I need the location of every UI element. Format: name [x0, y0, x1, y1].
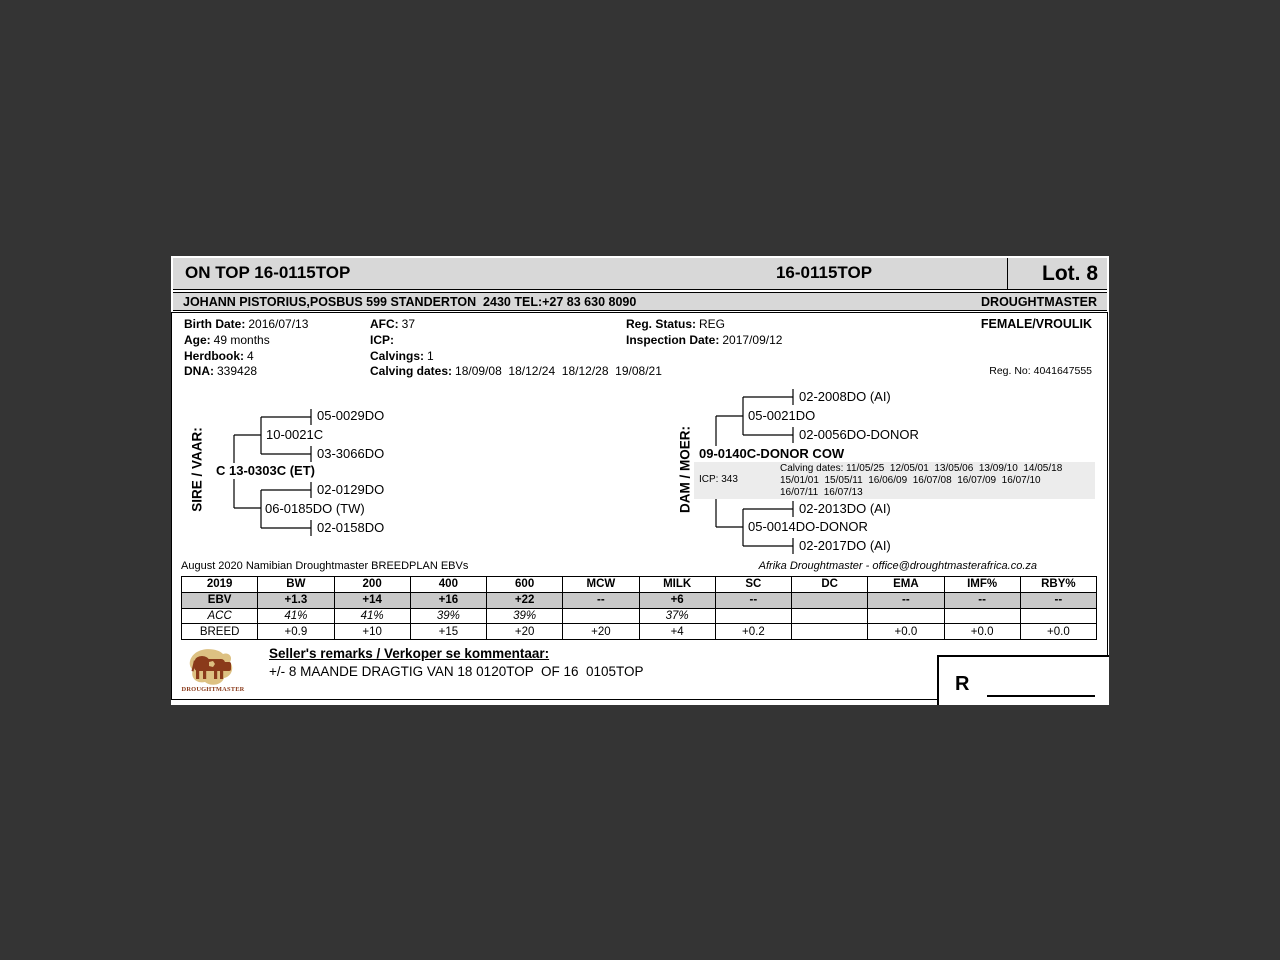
sire-heading: SIRE / VAAR:	[189, 427, 205, 512]
sire-dam-dam: 02-0158DO	[317, 520, 385, 535]
ebv-cell: +6	[639, 592, 715, 608]
catalog-card	[171, 256, 1109, 705]
acc-row-label: ACC	[182, 608, 258, 624]
sire-sire-sire: 05-0029DO	[317, 408, 385, 423]
dam-icp-band	[694, 462, 1095, 499]
price-fill-in-line	[987, 695, 1095, 697]
acc-cell	[715, 608, 791, 624]
calvings-row	[370, 349, 662, 365]
age-label: Age:	[184, 332, 211, 347]
dam-calving-dates-line3: 16/07/11 16/07/13	[780, 487, 863, 498]
owner-contact: JOHANN PISTORIUS,POSBUS 599 STANDERTON 2430 TEL:+27 83 630 8090	[183, 294, 637, 309]
animal-title: ON TOP 16-0115TOP	[185, 263, 351, 282]
sire-sire: 10-0021C	[266, 427, 324, 442]
reg-status-label: Reg. Status:	[626, 317, 697, 331]
icp-row	[370, 333, 662, 349]
ebv-values-row	[182, 592, 1097, 608]
acc-values-row	[182, 608, 1097, 624]
reg-status-value: REG	[699, 317, 726, 331]
seller-remarks-box	[171, 643, 937, 700]
breed-name: DROUGHTMASTER	[981, 294, 1097, 309]
breed-cell: +20	[487, 624, 563, 640]
ebv-cell: +16	[410, 592, 486, 608]
inspection-date-row	[626, 333, 782, 349]
breed-cell: +0.2	[715, 624, 791, 640]
ebv-cell: +14	[334, 592, 410, 608]
sire-sire-dam: 03-3066DO	[317, 446, 385, 461]
age-row	[184, 333, 308, 349]
afc-value: 37	[401, 317, 416, 331]
registration-number: Reg. No: 4041647555	[989, 365, 1092, 377]
ebv-header-cell: SC	[715, 577, 791, 593]
dna-row	[184, 364, 308, 380]
owner-bar	[173, 292, 1107, 311]
ebv-header-cell: MCW	[563, 577, 639, 593]
dam-sire: 05-0021DO	[748, 408, 816, 423]
dam-dam: 05-0014DO-DONOR	[748, 519, 868, 534]
acc-cell	[1020, 608, 1096, 624]
dam-calving-dates-line2: 15/01/01 15/05/11 16/06/09 16/07/08 16/07/09 16/07/10	[780, 475, 1041, 486]
dam-dam-sire: 02-2013DO (AI)	[799, 501, 891, 516]
calving-dates-label: Calving dates:	[370, 364, 453, 379]
ebv-cell: --	[944, 592, 1020, 608]
ebv-cell: --	[715, 592, 791, 608]
seller-remarks-text: +/- 8 MAANDE DRAGTIG VAN 18 0120TOP OF 16 0105TOP	[269, 664, 644, 679]
acc-cell	[944, 608, 1020, 624]
breed-row-label: BREED	[182, 624, 258, 640]
ebv-cell: --	[868, 592, 944, 608]
ebv-header-cell: EMA	[868, 577, 944, 593]
breed-cell: +0.0	[944, 624, 1020, 640]
acc-cell: 37%	[639, 608, 715, 624]
logo-wordmark: DROUGHTMASTER	[181, 686, 245, 693]
ebv-header-row	[182, 577, 1097, 593]
reg-status-row	[626, 317, 782, 333]
acc-cell	[868, 608, 944, 624]
herdbook-value: 4	[247, 348, 254, 363]
ebv-cell	[792, 592, 868, 608]
animal-info-block	[172, 314, 1108, 380]
calving-dates-row	[370, 364, 662, 380]
inspection-date-label: Inspection Date:	[626, 332, 720, 347]
sex-badge: FEMALE/VROULIK	[980, 317, 1092, 331]
herdbook-label: Herdbook:	[184, 348, 244, 363]
ebv-header-cell: IMF%	[944, 577, 1020, 593]
ebv-table	[181, 576, 1097, 640]
info-column-2	[370, 317, 662, 380]
ebv-header-cell: 200	[334, 577, 410, 593]
animal-tag-number: 16-0115TOP	[775, 263, 873, 282]
lot-number: Lot. 8	[1007, 258, 1107, 289]
breed-cell: +0.9	[258, 624, 334, 640]
acc-cell: 41%	[258, 608, 334, 624]
ebv-row-label: EBV	[182, 592, 258, 608]
sire-dam: 06-0185DO (TW)	[265, 501, 365, 516]
droughtmaster-logo	[181, 647, 245, 700]
breed-cell: +0.0	[868, 624, 944, 640]
dam-icp-value: ICP: 343	[699, 474, 738, 485]
dna-label: DNA:	[184, 364, 214, 379]
acc-cell	[792, 608, 868, 624]
dam-calving-dates-line1: Calving dates: 11/05/25 12/05/01 13/05/06 13/09/10 14/05/18	[780, 463, 1063, 474]
ebv-header-cell: RBY%	[1020, 577, 1096, 593]
sire-dam-sire: 02-0129DO	[317, 482, 385, 497]
ebv-cell: +1.3	[258, 592, 334, 608]
pedigree-section	[171, 380, 1109, 560]
ebv-cell: --	[1020, 592, 1096, 608]
breed-cell: +20	[563, 624, 639, 640]
dam-calving-dates	[780, 463, 1062, 499]
acc-cell: 41%	[334, 608, 410, 624]
info-column-3	[626, 317, 782, 349]
birth-date-value: 2016/07/13	[248, 317, 309, 331]
ebv-header-cell: 400	[410, 577, 486, 593]
calvings-value: 1	[427, 348, 434, 363]
seller-remarks-title: Seller's remarks / Verkoper se kommentaar:	[269, 646, 550, 661]
acc-cell	[563, 608, 639, 624]
breed-cell	[792, 624, 868, 640]
age-value: 49 months	[213, 332, 270, 347]
ebv-header-cell: 2019	[182, 577, 258, 593]
calvings-label: Calvings:	[370, 348, 425, 363]
breed-cell: +4	[639, 624, 715, 640]
calving-dates-value: 18/09/08 18/12/24 18/12/28 19/08/21	[455, 364, 662, 379]
breed-cell: +0.0	[1020, 624, 1096, 640]
herdbook-row	[184, 349, 308, 365]
dam-sire-dam: 02-0056DO-DONOR	[799, 427, 919, 442]
dam-heading: DAM / MOER:	[677, 426, 693, 513]
inspection-date-value: 2017/09/12	[722, 332, 783, 347]
ebv-cell: --	[563, 592, 639, 608]
breed-cell: +10	[334, 624, 410, 640]
header-bar	[173, 258, 1107, 290]
price-currency-prefix: R	[955, 673, 970, 695]
breed-cell: +15	[410, 624, 486, 640]
afc-row	[370, 317, 662, 333]
ebv-header-cell: DC	[792, 577, 868, 593]
birth-date-label: Birth Date:	[184, 317, 246, 331]
breedplan-caption: August 2020 Namibian Droughtmaster BREEDPLAN EBVs	[181, 560, 469, 572]
dam-name: 09-0140C-DONOR COW	[699, 446, 848, 462]
info-column-1	[184, 317, 308, 380]
afc-label: AFC:	[370, 317, 399, 331]
sire-name: C 13-0303C (ET)	[216, 463, 319, 479]
breed-avg-row	[182, 624, 1097, 640]
dam-sire-sire: 02-2008DO (AI)	[799, 389, 891, 404]
ebv-header-cell: 600	[487, 577, 563, 593]
acc-cell: 39%	[410, 608, 486, 624]
society-contact: Afrika Droughtmaster - office@droughtmasterafrica.co.za	[758, 560, 1037, 572]
ebv-header-cell: BW	[258, 577, 334, 593]
dam-dam-dam: 02-2017DO (AI)	[799, 538, 891, 553]
icp-label: ICP:	[370, 332, 394, 347]
dna-value: 339428	[217, 364, 258, 379]
price-box	[937, 655, 1109, 705]
birth-date-row	[184, 317, 308, 333]
ebv-cell: +22	[487, 592, 563, 608]
acc-cell: 39%	[487, 608, 563, 624]
ebv-header-cell: MILK	[639, 577, 715, 593]
